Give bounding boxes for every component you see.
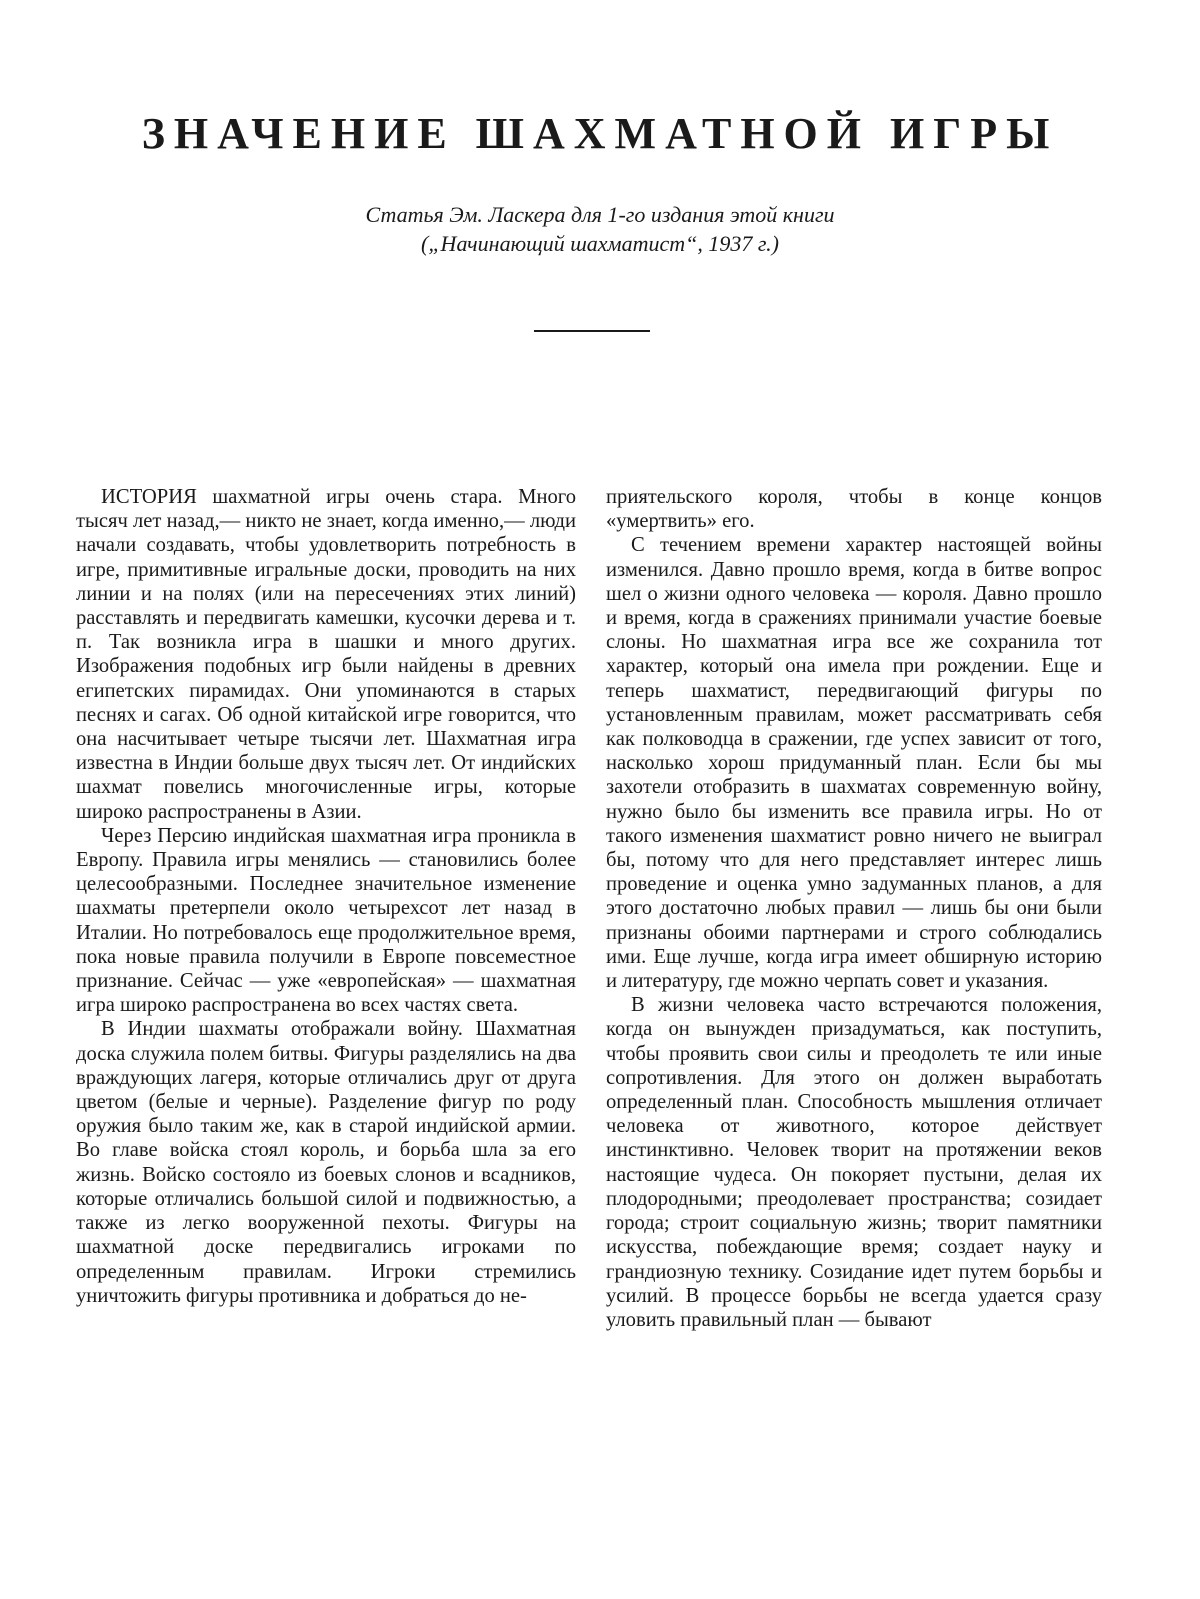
paragraph: В жизни человека часто встречаются положения, когда он вынужден призадуматься, как поступить, чтобы проявить свои силы и преодолеть те или иные сопротивления. Для этого он должен выработать определенный план. Способность мышления отличает человека от животного, которое действует инстинктивно. Человек творит на протяжении веков настоящие чудеса. Он покоряет пустыни, делая их плодородными; преодолевает пространства; созидает города; строит социальную жизнь; творит памятники искусства, побеждающие время; создает науку и грандиозную технику. Созидание идет путем борьбы и усилий. В процессе борьбы не всегда удается сразу уловить правильный план — бывают [606,994,1102,1331]
page-title: ЗНАЧЕНИЕ ШАХМАТНОЙ ИГРЫ [141,109,1059,158]
article-subtitle [0,200,1200,258]
paragraph: В Индии шахматы отображали войну. Шахматная доска служила полем битвы. Фигуры разделялись на два враждующих лагеря, которые отличались друг от друга цветом (белые и черные). Разделение фигур по роду оружия было таким же, как в старой индийской армии. Во главе войска стоял король, и борьба шла за его жизнь. Войско состояло из боевых слонов и всадников, которые отличались большой силой и подвижностью, а также из легко вооруженной пехоты. Фигуры на шахматной доске передвигались игроками по определенным правилам. Игроки стремились уничтожить фигуры противника и добраться до не- [76,1018,576,1307]
paragraph: ИСТОРИЯ шахматной игры очень стара. Много тысяч лет назад,— никто не знает, когда именно,— люди начали создавать, чтобы удовлетворить потребность в игре, примитивные игральные доски, проводить на них линии и на полях (или на пересечениях этих линий) расставлять и передвигать камешки, кусочки дерева и т. п. Так возникла игра в шашки и много других. Изображения подобных игр были найдены в древних египетских пирамидах. Они упоминаются в старых песнях и сагах. Об одной китайской игре говорится, что она насчитывает четыре тысячи лет. Шахматная игра известна в Индии больше двух тысяч лет. От индийских шахмат повелись многочисленные игры, которые широко распространены в Азии. [76,486,576,823]
paragraph-continuation: приятельского короля, чтобы в конце концов «умертвить» его. [606,486,1102,533]
text-column-right [606,485,1102,1332]
paragraph: С течением времени характер настоящей войны изменился. Давно прошло время, когда в битве вопрос шел о жизни одного человека — короля. Давно прошло и время, когда в сражениях принимали участие боевые слоны. Но шахматная игра все же сохранила тот характер, который она имела при рождении. Еще и теперь шахматист, передвигающий фигуры по установленным правилам, может рассматривать себя как полководца в сражении, где успех зависит от того, насколько хорош придуманный план. Если бы мы захотели отобразить в шахматах современную войну, нужно было бы изменить все правила игры. Но от такого изменения шахматист ровно ничего не выиграл бы, потому что для него представляет интерес лишь проведение и оценка умно задуманных планов, а для этого достаточно любых правил — лишь бы они были признаны обоими партнерами и строго соблюдались ими. Еще лучше, когда игра имеет обширную историю и литературу, где можно черпать совет и указания. [606,534,1102,993]
title-divider [534,330,650,332]
subtitle-attribution: Статья Эм. Ласкера для 1-го издания этой книги [365,202,835,227]
subtitle-source: („Начинающий шахматист“, 1937 г.) [421,231,779,256]
paragraph: Через Персию индийская шахматная игра проникла в Европу. Правила игры менялись — становились более целесообразными. Последнее значительное изменение шахматы претерпели около четырехсот лет назад в Италии. Но потребовалось еще продолжительное время, пока новые правила получили в Европе повсеместное признание. Сейчас — уже «европейская» — шахматная игра широко распространена во всех частях света. [76,824,576,1017]
text-column-left [76,485,576,1308]
